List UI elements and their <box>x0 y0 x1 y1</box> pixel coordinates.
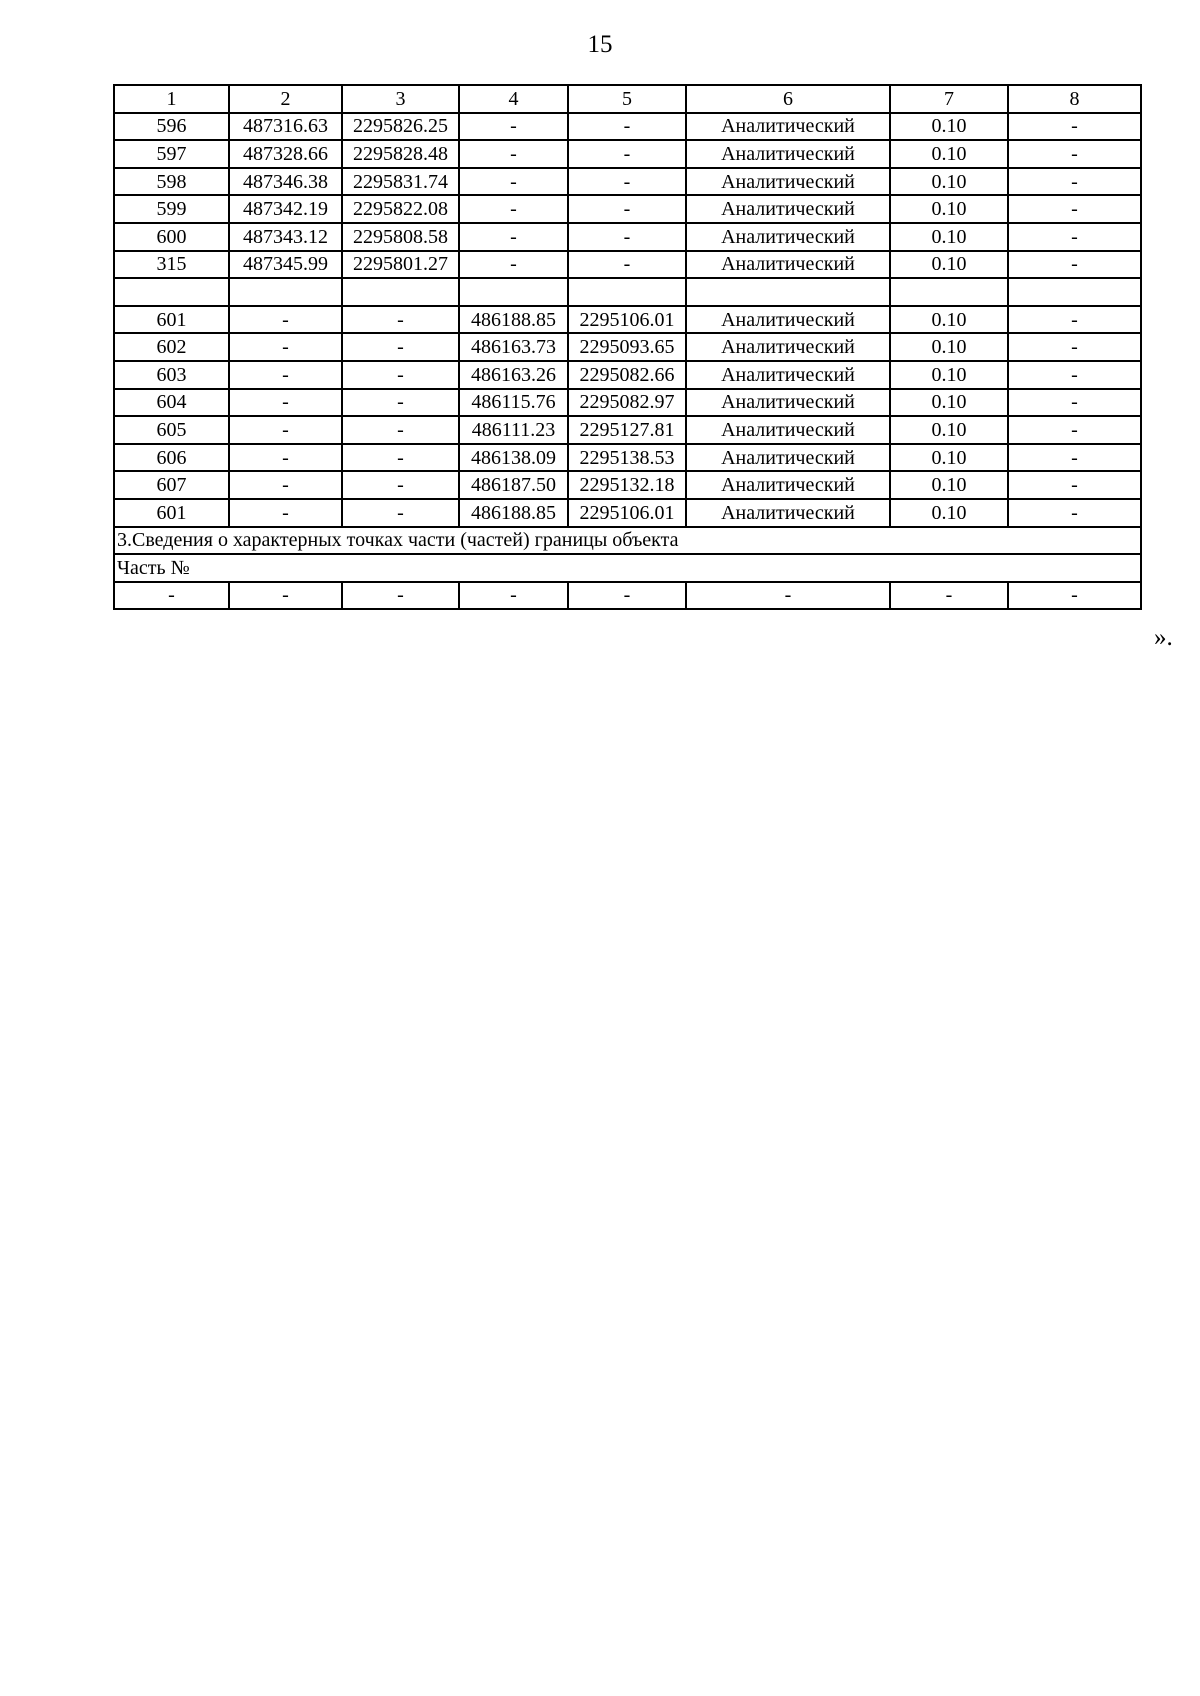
section-title-row-cell: 3.Сведения о характерных точках части (частей) границы объекта <box>114 527 1141 555</box>
section-title-row <box>114 527 1141 555</box>
table-cell <box>890 278 1008 306</box>
table-cell: - <box>568 195 686 223</box>
table-cell: - <box>568 168 686 196</box>
table-cell <box>686 278 890 306</box>
table-cell: 0.10 <box>890 389 1008 417</box>
table-cell: 315 <box>114 251 229 279</box>
table-cell: - <box>342 333 459 361</box>
table-cell: - <box>229 361 342 389</box>
part-label-row-cell: Часть № <box>114 554 1141 582</box>
table-cell: 604 <box>114 389 229 417</box>
table-cell: 486188.85 <box>459 306 568 334</box>
table-row <box>114 499 1141 527</box>
table-cell: - <box>568 251 686 279</box>
table-cell <box>229 278 342 306</box>
table-cell: - <box>229 499 342 527</box>
table-cell: - <box>459 582 568 610</box>
table-cell: 2295093.65 <box>568 333 686 361</box>
table-cell: 486188.85 <box>459 499 568 527</box>
table-cell: Аналитический <box>686 306 890 334</box>
table-cell: 602 <box>114 333 229 361</box>
table-cell: - <box>1008 389 1141 417</box>
table-cell: 486163.73 <box>459 333 568 361</box>
table-cell: - <box>1008 361 1141 389</box>
table-cell: 601 <box>114 499 229 527</box>
table-cell: 2295127.81 <box>568 416 686 444</box>
table-cell: - <box>1008 499 1141 527</box>
table-cell: 598 <box>114 168 229 196</box>
table-row <box>114 306 1141 334</box>
table-cell: Аналитический <box>686 389 890 417</box>
table-cell: - <box>229 389 342 417</box>
page-number: 15 <box>587 31 613 58</box>
table-cell: 1 <box>114 85 229 113</box>
table-cell: - <box>1008 306 1141 334</box>
table-cell: Аналитический <box>686 416 890 444</box>
table-row <box>114 195 1141 223</box>
table-cell: 4 <box>459 85 568 113</box>
table-cell: 487342.19 <box>229 195 342 223</box>
table-cell: - <box>229 416 342 444</box>
table-cell: 487328.66 <box>229 140 342 168</box>
table-cell: - <box>229 471 342 499</box>
part-label-row <box>114 554 1141 582</box>
table-cell: 597 <box>114 140 229 168</box>
table-cell: - <box>1008 251 1141 279</box>
table-cell: - <box>459 195 568 223</box>
table-cell <box>114 278 229 306</box>
table-cell: 0.10 <box>890 306 1008 334</box>
table-cell: - <box>1008 444 1141 472</box>
header-row <box>114 85 1141 113</box>
table-cell: 3 <box>342 85 459 113</box>
table-cell: 0.10 <box>890 499 1008 527</box>
table-cell: 2295801.27 <box>342 251 459 279</box>
table-cell: Аналитический <box>686 251 890 279</box>
table-cell: - <box>342 444 459 472</box>
table-cell: - <box>342 471 459 499</box>
table-cell: Аналитический <box>686 333 890 361</box>
table-cell: 596 <box>114 113 229 141</box>
table-row <box>114 471 1141 499</box>
table-cell: 2295132.18 <box>568 471 686 499</box>
table-cell: 487316.63 <box>229 113 342 141</box>
table-cell: 605 <box>114 416 229 444</box>
table-cell: 0.10 <box>890 471 1008 499</box>
table-row <box>114 223 1141 251</box>
table-cell: 2295822.08 <box>342 195 459 223</box>
closing-quote-mark: ». <box>1154 624 1173 651</box>
table-cell: 8 <box>1008 85 1141 113</box>
table-cell: 0.10 <box>890 361 1008 389</box>
table-cell: - <box>1008 113 1141 141</box>
table-cell: 607 <box>114 471 229 499</box>
table-cell: - <box>114 582 229 610</box>
table-cell: Аналитический <box>686 223 890 251</box>
table-cell: - <box>459 223 568 251</box>
table-cell <box>568 278 686 306</box>
table-cell: 2295082.66 <box>568 361 686 389</box>
table-cell: Аналитический <box>686 444 890 472</box>
table-cell: - <box>342 582 459 610</box>
table-row <box>114 113 1141 141</box>
table-cell <box>342 278 459 306</box>
table-cell: Аналитический <box>686 113 890 141</box>
table-cell: - <box>568 113 686 141</box>
table-cell: - <box>229 444 342 472</box>
table-cell: 599 <box>114 195 229 223</box>
table-cell: - <box>229 333 342 361</box>
table-cell: - <box>229 582 342 610</box>
table-cell: - <box>342 416 459 444</box>
table-cell: Аналитический <box>686 471 890 499</box>
table-cell: 2295831.74 <box>342 168 459 196</box>
table-cell: 6 <box>686 85 890 113</box>
table-cell: 0.10 <box>890 223 1008 251</box>
table-cell: 603 <box>114 361 229 389</box>
table-cell: - <box>342 306 459 334</box>
table-cell: 0.10 <box>890 195 1008 223</box>
table-cell: - <box>568 223 686 251</box>
table-cell: - <box>1008 195 1141 223</box>
table-cell <box>1008 278 1141 306</box>
table-cell: 0.10 <box>890 168 1008 196</box>
table-cell: Аналитический <box>686 140 890 168</box>
coordinates-table <box>113 84 1142 610</box>
table-row <box>114 582 1141 610</box>
table-cell: 2295106.01 <box>568 499 686 527</box>
table-row <box>114 361 1141 389</box>
table-cell: 0.10 <box>890 140 1008 168</box>
table-cell: Аналитический <box>686 168 890 196</box>
table-cell: 0.10 <box>890 444 1008 472</box>
table-cell: 2295826.25 <box>342 113 459 141</box>
table-cell: - <box>1008 168 1141 196</box>
table-cell: - <box>459 251 568 279</box>
table-cell: 600 <box>114 223 229 251</box>
table-cell: - <box>568 140 686 168</box>
table-cell: 5 <box>568 85 686 113</box>
table-cell: - <box>459 140 568 168</box>
table-cell: 486115.76 <box>459 389 568 417</box>
table-cell: 487343.12 <box>229 223 342 251</box>
table-body <box>114 85 1141 609</box>
table-cell: - <box>342 361 459 389</box>
table-cell: 7 <box>890 85 1008 113</box>
table-cell: 2295082.97 <box>568 389 686 417</box>
table-cell: - <box>890 582 1008 610</box>
table-cell: 2295828.48 <box>342 140 459 168</box>
table-cell: - <box>1008 223 1141 251</box>
table-cell: 486111.23 <box>459 416 568 444</box>
table-cell: 0.10 <box>890 333 1008 361</box>
table-row <box>114 168 1141 196</box>
table-row <box>114 416 1141 444</box>
table-cell: - <box>1008 140 1141 168</box>
table-cell: - <box>229 306 342 334</box>
table-cell: 2 <box>229 85 342 113</box>
table-cell: 2295106.01 <box>568 306 686 334</box>
table-cell: - <box>1008 333 1141 361</box>
table-cell: 2295138.53 <box>568 444 686 472</box>
table-cell: 601 <box>114 306 229 334</box>
table-cell: 0.10 <box>890 251 1008 279</box>
table-cell: Аналитический <box>686 361 890 389</box>
table-cell: - <box>568 582 686 610</box>
table-cell: - <box>459 168 568 196</box>
empty-row <box>114 278 1141 306</box>
table-cell: 487345.99 <box>229 251 342 279</box>
table-cell: - <box>342 389 459 417</box>
table-row <box>114 333 1141 361</box>
table-cell: - <box>1008 471 1141 499</box>
table-cell: 486187.50 <box>459 471 568 499</box>
table-cell <box>459 278 568 306</box>
table-row <box>114 444 1141 472</box>
table-cell: - <box>342 499 459 527</box>
table-row <box>114 389 1141 417</box>
table-row <box>114 251 1141 279</box>
table-row <box>114 140 1141 168</box>
table-cell: 2295808.58 <box>342 223 459 251</box>
table-cell: 606 <box>114 444 229 472</box>
table-cell: 487346.38 <box>229 168 342 196</box>
table-cell: - <box>459 113 568 141</box>
table-cell: 486163.26 <box>459 361 568 389</box>
table-cell: - <box>686 582 890 610</box>
table-cell: 0.10 <box>890 113 1008 141</box>
table-cell: 486138.09 <box>459 444 568 472</box>
table-cell: Аналитический <box>686 195 890 223</box>
table-cell: 0.10 <box>890 416 1008 444</box>
table-cell: - <box>1008 416 1141 444</box>
table-cell: Аналитический <box>686 499 890 527</box>
table-cell: - <box>1008 582 1141 610</box>
